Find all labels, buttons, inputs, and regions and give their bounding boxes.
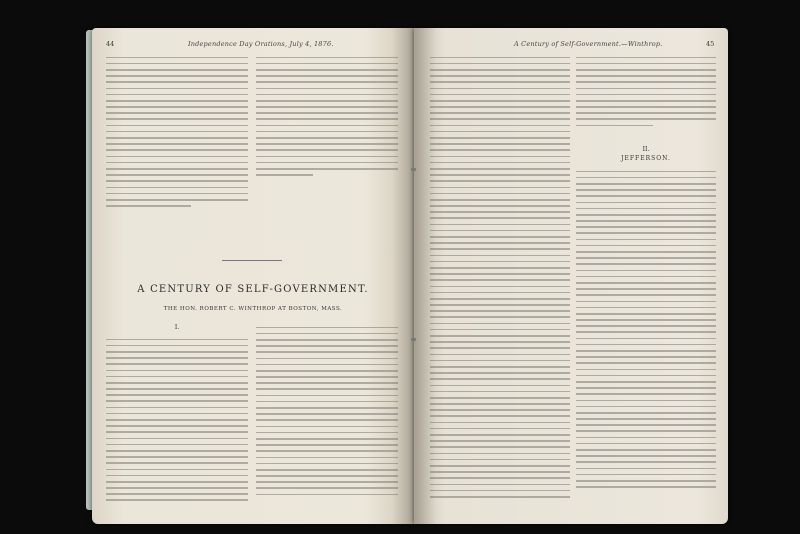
binding-stitch — [411, 338, 416, 341]
right-section-title: JEFFERSON. — [621, 155, 671, 162]
title-rule — [222, 260, 282, 261]
left-page — [92, 28, 414, 524]
left-bottom-column-2 — [256, 322, 398, 516]
right-page-number: 45 — [706, 40, 715, 48]
article-byline: THE HON. ROBERT C. WINTHROP AT BOSTON, MASS. — [163, 306, 343, 312]
left-page-number: 44 — [106, 40, 115, 48]
left-bottom-column-1 — [106, 334, 248, 516]
left-running-head: Independence Day Orations, July 4, 1876. — [188, 40, 334, 48]
right-page — [414, 28, 728, 524]
right-column-2-top — [576, 52, 716, 142]
binding-stitch — [411, 168, 416, 171]
open-book — [92, 28, 728, 524]
right-column-2-bottom — [576, 166, 716, 514]
right-running-head: A Century of Self-Government.—Winthrop. — [514, 40, 663, 48]
right-column-1 — [430, 52, 570, 514]
left-section-label: I. — [174, 324, 180, 331]
left-top-column-2 — [256, 52, 398, 222]
article-title: A CENTURY OF SELF-GOVERNMENT. — [137, 284, 369, 295]
left-top-column-1 — [106, 52, 248, 222]
right-section-label: II. — [642, 146, 650, 153]
